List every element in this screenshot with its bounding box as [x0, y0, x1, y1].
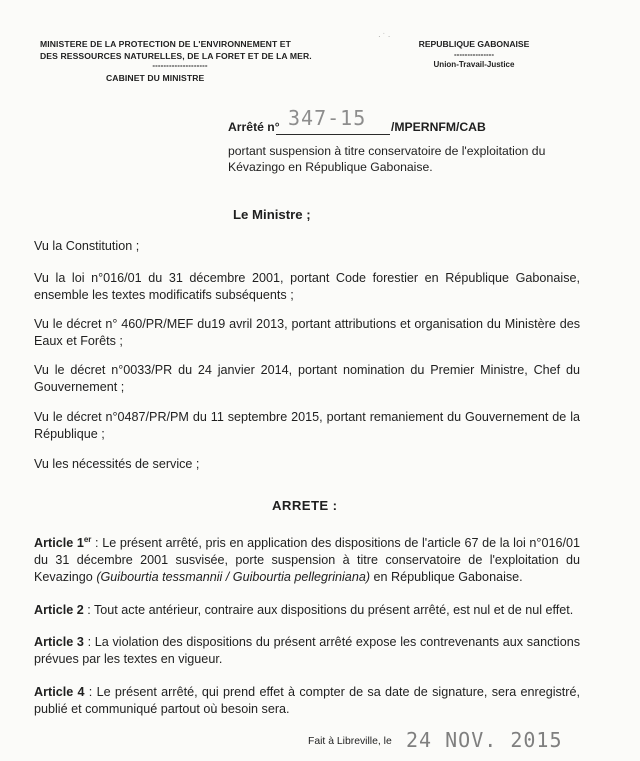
ministry-name-line2: DES RESSOURCES NATURELLES, DE LA FORET ET DE LA MER.: [40, 51, 312, 61]
article-2-label: Article 2: [34, 603, 84, 617]
article-2-text: : Tout acte antérieur, contraire aux dispositions du présent arrêté, est nul et de nul effet.: [83, 603, 574, 617]
visa-service-needs: Vu les nécessités de service ;: [34, 457, 200, 471]
article-4-text: : Le présent arrêté, qui prend effet à compter de sa date de signature, sera enregistré, publié et communiqué partout où besoin sera.: [34, 685, 580, 716]
decree-number-underline: [276, 134, 390, 135]
visa-forest-code: Vu la loi n°016/01 du 31 décembre 2001, portant Code forestier en République Gabonaise, ensemble les textes modificatifs subséquents ;: [34, 271, 580, 302]
date-stamp: 24 NOV. 2015: [406, 728, 563, 752]
minister-heading: Le Ministre ;: [233, 207, 311, 222]
ministry-name-line1: MINISTERE DE LA PROTECTION DE L'ENVIRONNEMENT ET: [40, 39, 291, 49]
country-separator: ---------------: [454, 50, 494, 59]
visa-constitution: Vu la Constitution ;: [34, 239, 140, 253]
article-4: [34, 684, 580, 718]
article-1-text: : Le présent arrêté, pris en application des dispositions de l'article 67 de la loi n°016/01 du 31 décembre 2001 susvisée, porte suspension à titre conservatoire de l'exploitation du Kevazingo: [34, 536, 580, 585]
visa-decree-0033: Vu le décret n°0033/PR du 24 janvier 2014, portant nomination du Premier Ministre, Chef du Gouvernement ;: [34, 363, 580, 394]
article-4-label: Article 4: [34, 685, 85, 699]
signature-place: Fait à Libreville, le: [308, 736, 392, 747]
article-3-text: : La violation des dispositions du présent arrêté expose les contrevenants aux sanctions prévues par les textes en vigueur.: [34, 635, 580, 666]
article-1-species: (Guibourtia tessmannii / Guibourtia pellegriniana): [96, 570, 371, 585]
article-3-label: Article 3: [34, 635, 84, 649]
country-name: REPUBLIQUE GABONAISE: [418, 39, 530, 49]
national-motto: Union-Travail-Justice: [433, 60, 515, 69]
decree-number-stamp: 347-15: [288, 106, 367, 130]
article-2: [34, 602, 580, 619]
cabinet-label: CABINET DU MINISTRE: [106, 73, 205, 83]
decree-ref-suffix: /MPERNFM/CAB: [391, 120, 486, 134]
visa-decree-460: Vu le décret n° 460/PR/MEF du19 avril 2013, portant attributions et organisation du Ministère des Eaux et Forêts ;: [34, 317, 580, 348]
article-1-label: Article 1er: [34, 535, 92, 551]
article-1-text-end: en République Gabonaise.: [370, 570, 523, 585]
republic-header: [404, 38, 544, 71]
decree-ref-prefix: Arrêté n°: [228, 120, 280, 134]
arrete-heading: ARRETE :: [272, 498, 338, 513]
scan-specks: · ˙ ·: [378, 32, 391, 41]
article-1: [34, 531, 580, 586]
ministry-header: [40, 38, 330, 84]
article-3: [34, 634, 580, 668]
decree-subject: portant suspension à titre conservatoire de l'exploitation du Kévazingo en République Gabonaise.: [228, 144, 546, 174]
visa-decree-0487: Vu le décret n°0487/PR/PM du 11 septembre 2015, portant remaniement du Gouvernement de la République ;: [34, 410, 580, 441]
header-separator: --------------------: [152, 61, 208, 70]
